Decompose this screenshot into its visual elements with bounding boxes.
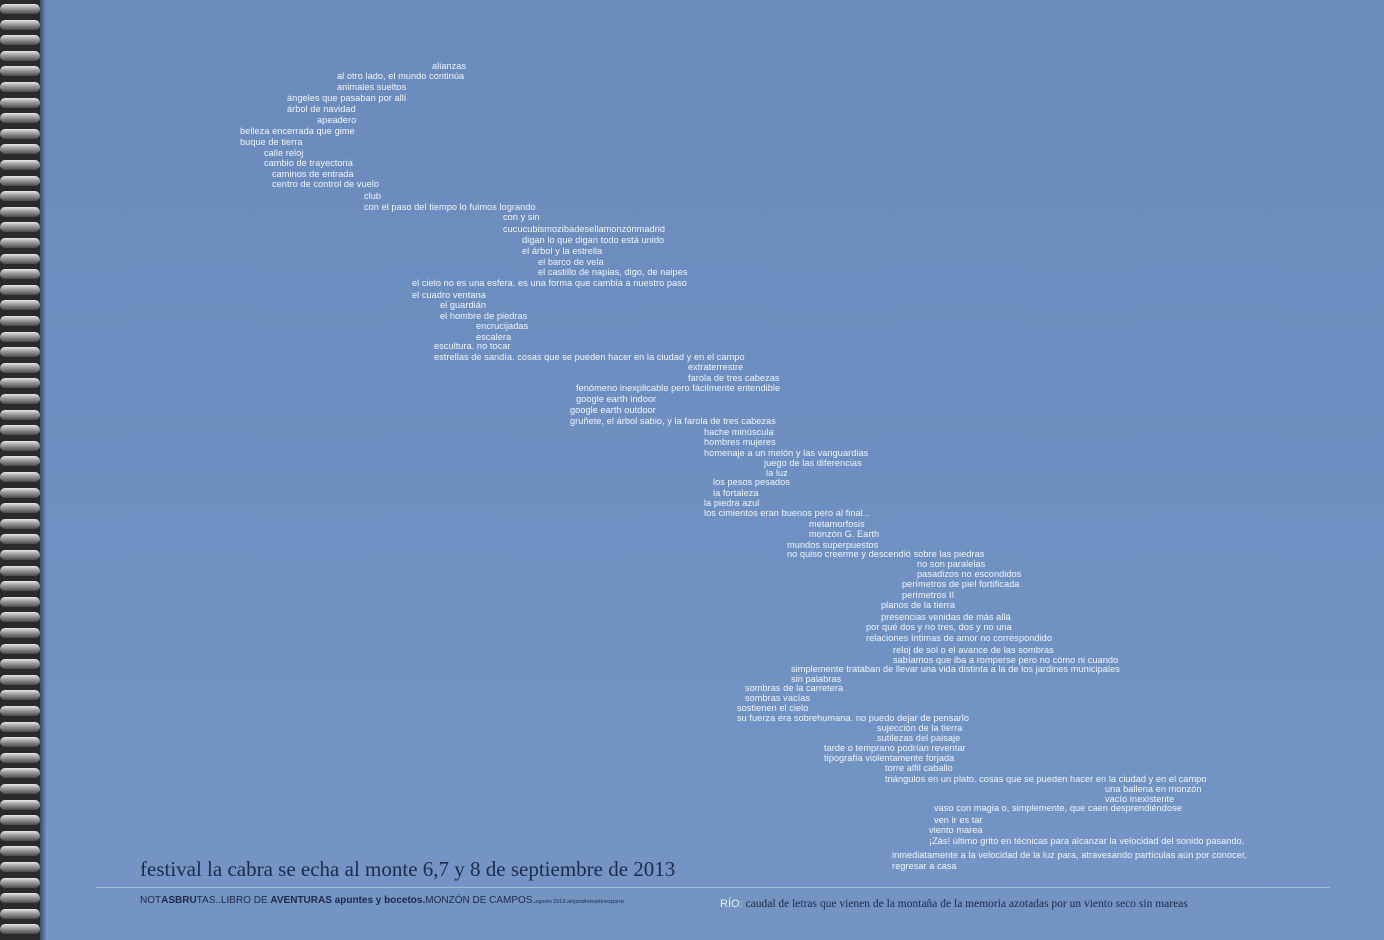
poem-line: alianzas (432, 61, 467, 71)
poem-line: presencias venidas de más allá (881, 612, 1011, 622)
poem-line: estrellas de sandía. cosas que se pueden hacer en la ciudad y en el campo (434, 352, 745, 362)
poem-line: sabíamos que iba a romperse pero no cómo ni cuando (893, 655, 1119, 665)
poem-line: metamorfosis (809, 519, 865, 529)
poem-line: hache minúscula (704, 427, 774, 437)
poem-line: digan lo que digan todo está unido (522, 235, 665, 245)
poem-line: sin palabras (791, 674, 842, 684)
poem-line: no quiso creerme y descendió sobre las piedras (787, 549, 985, 559)
poem-line: apeadero (317, 115, 357, 125)
poem-line: escultura. no tocar (434, 341, 511, 351)
footer-credits-part: agosto 2013.alejandromartinezparra (535, 899, 624, 905)
poem-line: escalera (476, 332, 512, 342)
poem-line: club (364, 191, 382, 201)
poem-line: no son paralelas (917, 559, 986, 569)
poem-line: la luz (766, 468, 788, 478)
poem-line: sombras vacías (745, 693, 811, 703)
poem-line: homenaje a un melón y las vanguardias (704, 448, 869, 458)
poem-line: el árbol y la estrella (522, 246, 603, 256)
poem-line: vacío inexistente (1105, 794, 1175, 804)
poem-line: árbol de navidad (287, 104, 356, 114)
poem-line: caminos de entrada (272, 169, 354, 179)
poem-line: sostienen el cielo (737, 703, 809, 713)
footer-credits-part: TAS..LIBRO DE (196, 895, 271, 906)
poem-line: planos de la tierra (881, 600, 955, 610)
poem-line: inmediatamente a la velocidad de la luz para, atravesando partículas aún por conocer, (892, 850, 1248, 860)
poem-line: encrucijadas (476, 321, 529, 331)
poem-line: la fortaleza (713, 488, 759, 498)
poem-line: perímetros de piel fortificada (902, 579, 1020, 589)
poem-line: animales sueltos (337, 82, 407, 92)
poem-line: al otro lado, el mundo continúa (337, 71, 465, 81)
poem-line: google earth outdoor (570, 405, 656, 415)
poem-line: belleza encerrada que gime (240, 126, 355, 136)
poem-line: por qué dos y no tres, dos y no una (866, 622, 1012, 632)
poem-line: regresar a casa (892, 861, 957, 871)
poem-line: simplemente trataban de llevar una vida distinta a la de los jardines municipales (791, 664, 1120, 674)
poem-line: sombras de la carretera (745, 683, 844, 693)
poem-line: una ballena en monzón (1105, 784, 1202, 794)
poem-line: fenómeno inexplicable pero fácilmente entendible (576, 383, 781, 393)
poem-line: gruñete, el árbol sabio, y la farola de tres cabezas (570, 416, 776, 426)
divider-line (96, 887, 1330, 888)
poem-line: ángeles que pasaban por allí (287, 93, 407, 103)
poem-line: farola de tres cabezas (688, 373, 780, 383)
poem-line: calle reloj (264, 148, 304, 158)
rio-label: RÍO: (720, 898, 743, 910)
poem-line: el cuadro ventana (412, 290, 486, 300)
poem-line: hombres mujeres (704, 437, 776, 447)
festival-title: festival la cabra se echa al monte 6,7 y 8 de septiembre de 2013 (140, 857, 676, 881)
poem-line: sutilezas del paisaje (877, 733, 961, 743)
rio-text: caudal de letras que vienen de la montaña de la memoria azotadas por un viento seco sin mareas (742, 898, 1188, 910)
footer-credits-part: NOT (140, 895, 162, 906)
poem-line: el barco de vela (538, 257, 604, 267)
poem-line: con el paso del tiempo lo fuimos logrando (364, 202, 536, 212)
footer-credits-part: AVENTURAS (270, 895, 332, 906)
footer-credits (140, 895, 624, 906)
poem-line: los cimientos eran buenos pero al final... (704, 508, 871, 518)
poem-line: mundos superpuestos (787, 540, 879, 550)
poem-line: tarde o temprano podrían reventar (824, 743, 966, 753)
poem-line: el cielo no es una esfera. es una forma que cambia a nuestro paso (412, 278, 687, 288)
rio-caption (720, 894, 1188, 912)
poem-line: la piedra azul (704, 498, 760, 508)
poem-line: sujección de la tierra (877, 723, 963, 733)
poem-line: ¡Zás! último grito en técnicas para alcanzar la velocidad del sonido pasando, (929, 836, 1245, 846)
poem-line: el hombre de piedras (440, 311, 528, 321)
poem-line: cambio de trayectoria (264, 158, 353, 168)
poem-line: reloj de sol o el avance de las sombras (893, 645, 1054, 655)
poem-line: torre alfil caballo (885, 763, 953, 773)
poem-line: relaciones íntimas de amor no correspondido (866, 633, 1052, 643)
poem-line: ven ir es tar (934, 815, 983, 825)
poem-line: monzón G. Earth (809, 529, 880, 539)
poem-line: centro de control de vuelo (272, 179, 380, 189)
poem-line: cucucubismozibadesellamonzónmadrid (503, 224, 666, 234)
poem-line: viento marea (929, 825, 983, 835)
poem-line: juego de las diferencias (764, 458, 862, 468)
poem-line: perímetros II (902, 590, 955, 600)
footer-credits-part: MONZÓN DE CAMPOS. (425, 895, 536, 906)
poem-line: vaso con magia o, simplemente, que caen desprendiéndose (934, 803, 1182, 813)
footer-credits-part: apuntes y bocetos. (331, 895, 426, 906)
footer-credits-part: ASBRU (161, 895, 197, 906)
poem-line: los pesos pesados (713, 477, 790, 487)
poem-line: triángulos en un plato. cosas que se pueden hacer en la ciudad y en el campo (885, 774, 1207, 784)
poem-line: su fuerza era sobrehumana. no puedo dejar de pensarlo (737, 713, 969, 723)
poem-line: el castillo de napias, digo, de naipes (538, 267, 688, 277)
poem-line: pasadizos no escondidos (917, 569, 1022, 579)
poem-line: buque de tierra (240, 137, 303, 147)
poem-line: tipografía violentamente forjada (824, 753, 955, 763)
poem-line: google earth indoor (576, 394, 657, 404)
poem-line: con y sin (503, 212, 540, 222)
poem-line: extraterrestre (688, 362, 744, 372)
poem-line: el guardián (440, 300, 487, 310)
